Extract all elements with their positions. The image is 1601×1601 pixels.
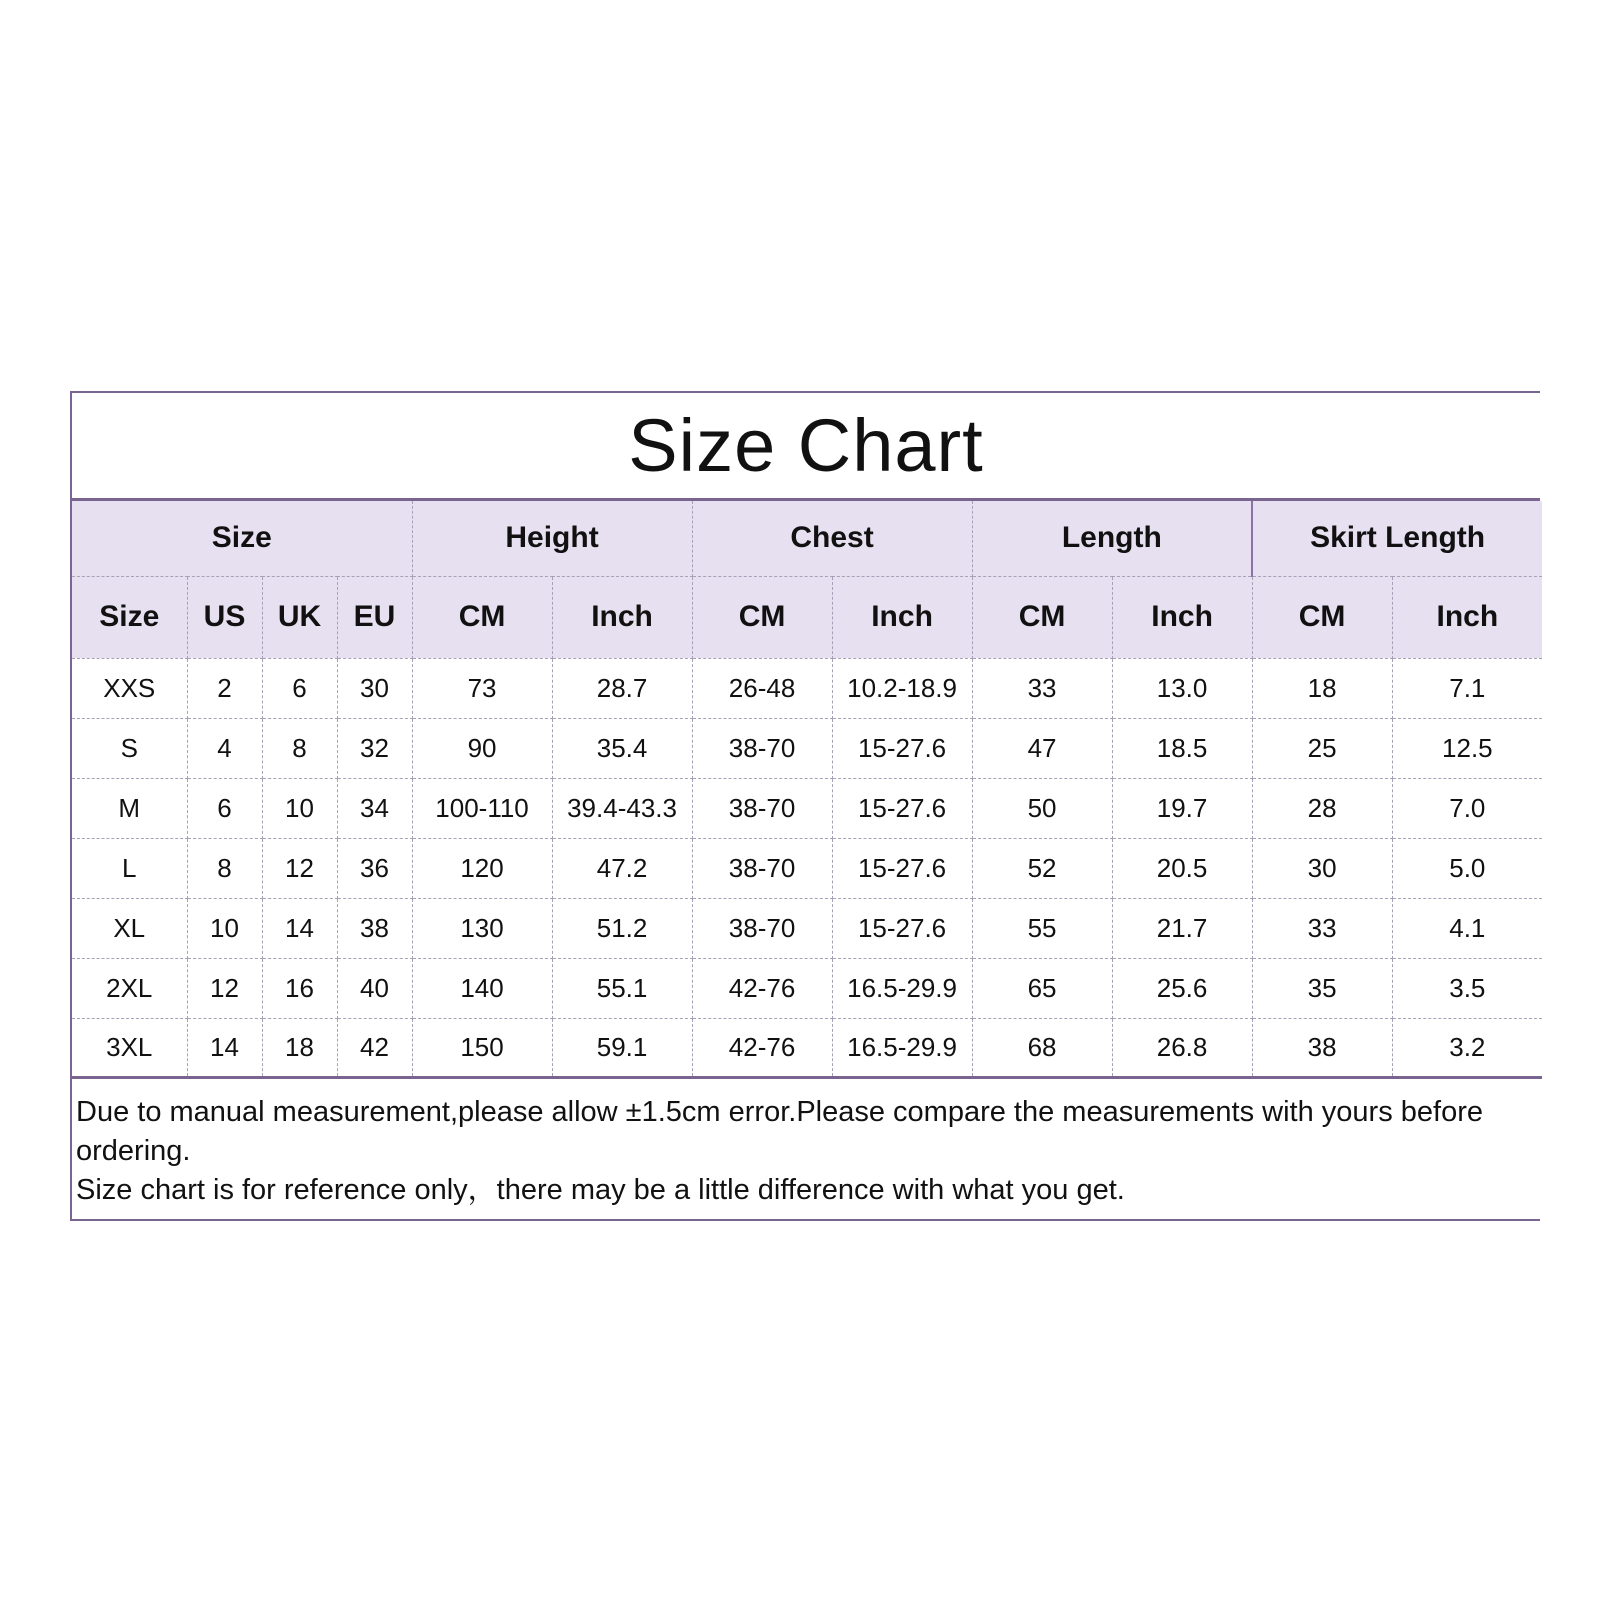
unit-header-cell: Inch — [1392, 576, 1542, 658]
table-cell: 26.8 — [1112, 1018, 1252, 1077]
table-cell: 25.6 — [1112, 958, 1252, 1018]
size-chart-panel — [70, 391, 1540, 1221]
table-cell: 8 — [262, 718, 337, 778]
table-cell: 2 — [187, 658, 262, 718]
table-cell: 4.1 — [1392, 898, 1542, 958]
table-cell: 15-27.6 — [832, 898, 972, 958]
table-cell: 130 — [412, 898, 552, 958]
table-cell: 8 — [187, 838, 262, 898]
table-cell: 10.2-18.9 — [832, 658, 972, 718]
table-cell: 65 — [972, 958, 1112, 1018]
table-cell: 18.5 — [1112, 718, 1252, 778]
page-title: Size Chart — [628, 404, 984, 487]
table-cell: M — [72, 778, 187, 838]
table-cell: 73 — [412, 658, 552, 718]
table-cell: 16.5-29.9 — [832, 958, 972, 1018]
unit-header-cell: Inch — [1112, 576, 1252, 658]
table-cell: 15-27.6 — [832, 778, 972, 838]
table-cell: 10 — [262, 778, 337, 838]
unit-header-cell: CM — [972, 576, 1112, 658]
table-cell: 15-27.6 — [832, 838, 972, 898]
unit-header-cell: Inch — [552, 576, 692, 658]
table-cell: S — [72, 718, 187, 778]
table-cell: 10 — [187, 898, 262, 958]
table-cell: 38-70 — [692, 898, 832, 958]
table-cell: 3XL — [72, 1018, 187, 1077]
table-cell: 42-76 — [692, 958, 832, 1018]
table-cell: 42 — [337, 1018, 412, 1077]
notes — [72, 1079, 1540, 1210]
table-cell: 52 — [972, 838, 1112, 898]
table-cell: 13.0 — [1112, 658, 1252, 718]
table-cell: 4 — [187, 718, 262, 778]
table-cell: 51.2 — [552, 898, 692, 958]
size-table — [72, 501, 1542, 1079]
table-cell: 42-76 — [692, 1018, 832, 1077]
table-cell: 28 — [1252, 778, 1392, 838]
table-cell: 20.5 — [1112, 838, 1252, 898]
table-cell: 14 — [187, 1018, 262, 1077]
table-cell: 38 — [1252, 1018, 1392, 1077]
table-cell: 140 — [412, 958, 552, 1018]
table-cell: 40 — [337, 958, 412, 1018]
table-cell: 47.2 — [552, 838, 692, 898]
table-cell: 18 — [262, 1018, 337, 1077]
table-cell: 35.4 — [552, 718, 692, 778]
unit-header-cell: UK — [262, 576, 337, 658]
table-cell: 59.1 — [552, 1018, 692, 1077]
unit-header-cell: Inch — [832, 576, 972, 658]
table-row — [72, 778, 1542, 838]
group-header-size: Size — [72, 501, 412, 576]
table-cell: 38-70 — [692, 778, 832, 838]
table-cell: L — [72, 838, 187, 898]
unit-header-cell: CM — [692, 576, 832, 658]
table-cell: 32 — [337, 718, 412, 778]
table-cell: 26-48 — [692, 658, 832, 718]
table-row — [72, 658, 1542, 718]
table-cell: XXS — [72, 658, 187, 718]
table-cell: 55.1 — [552, 958, 692, 1018]
table-cell: 38-70 — [692, 838, 832, 898]
table-row — [72, 1018, 1542, 1077]
table-cell: XL — [72, 898, 187, 958]
table-cell: 150 — [412, 1018, 552, 1077]
table-cell: 55 — [972, 898, 1112, 958]
title-row — [72, 393, 1540, 501]
table-cell: 5.0 — [1392, 838, 1542, 898]
table-cell: 12 — [262, 838, 337, 898]
table-cell: 21.7 — [1112, 898, 1252, 958]
unit-header-cell: CM — [412, 576, 552, 658]
table-cell: 7.1 — [1392, 658, 1542, 718]
table-cell: 33 — [1252, 898, 1392, 958]
table-cell: 38 — [337, 898, 412, 958]
table-cell: 100-110 — [412, 778, 552, 838]
table-cell: 33 — [972, 658, 1112, 718]
table-cell: 35 — [1252, 958, 1392, 1018]
table-cell: 25 — [1252, 718, 1392, 778]
table-cell: 30 — [337, 658, 412, 718]
table-row — [72, 898, 1542, 958]
unit-header-cell: Size — [72, 576, 187, 658]
table-cell: 2XL — [72, 958, 187, 1018]
table-cell: 30 — [1252, 838, 1392, 898]
unit-header-row — [72, 576, 1542, 658]
table-row — [72, 838, 1542, 898]
note-line-2: Size chart is for reference only，there may be a little difference with what you get. — [76, 1173, 1125, 1206]
table-cell: 90 — [412, 718, 552, 778]
table-cell: 16.5-29.9 — [832, 1018, 972, 1077]
table-row — [72, 958, 1542, 1018]
table-cell: 14 — [262, 898, 337, 958]
table-cell: 12 — [187, 958, 262, 1018]
table-cell: 18 — [1252, 658, 1392, 718]
table-cell: 16 — [262, 958, 337, 1018]
table-cell: 7.0 — [1392, 778, 1542, 838]
table-cell: 120 — [412, 838, 552, 898]
table-cell: 50 — [972, 778, 1112, 838]
table-cell: 12.5 — [1392, 718, 1542, 778]
group-header-chest: Chest — [692, 501, 972, 576]
unit-header-cell: US — [187, 576, 262, 658]
table-cell: 6 — [187, 778, 262, 838]
group-header-row — [72, 501, 1542, 576]
group-header-height: Height — [412, 501, 692, 576]
unit-header-cell: EU — [337, 576, 412, 658]
table-row — [72, 718, 1542, 778]
table-cell: 3.2 — [1392, 1018, 1542, 1077]
note-line-1: Due to manual measurement,please allow ±1.5cm error.Please compare the measurements with yours before ordering. — [76, 1095, 1483, 1167]
table-cell: 38-70 — [692, 718, 832, 778]
table-cell: 6 — [262, 658, 337, 718]
group-header-length: Length — [972, 501, 1252, 576]
table-cell: 36 — [337, 838, 412, 898]
table-cell: 28.7 — [552, 658, 692, 718]
table-cell: 39.4-43.3 — [552, 778, 692, 838]
table-body — [72, 658, 1542, 1077]
table-cell: 3.5 — [1392, 958, 1542, 1018]
group-header-skirt-length: Skirt Length — [1252, 501, 1542, 576]
table-cell: 19.7 — [1112, 778, 1252, 838]
table-cell: 47 — [972, 718, 1112, 778]
table-cell: 34 — [337, 778, 412, 838]
table-cell: 15-27.6 — [832, 718, 972, 778]
unit-header-cell: CM — [1252, 576, 1392, 658]
table-cell: 68 — [972, 1018, 1112, 1077]
